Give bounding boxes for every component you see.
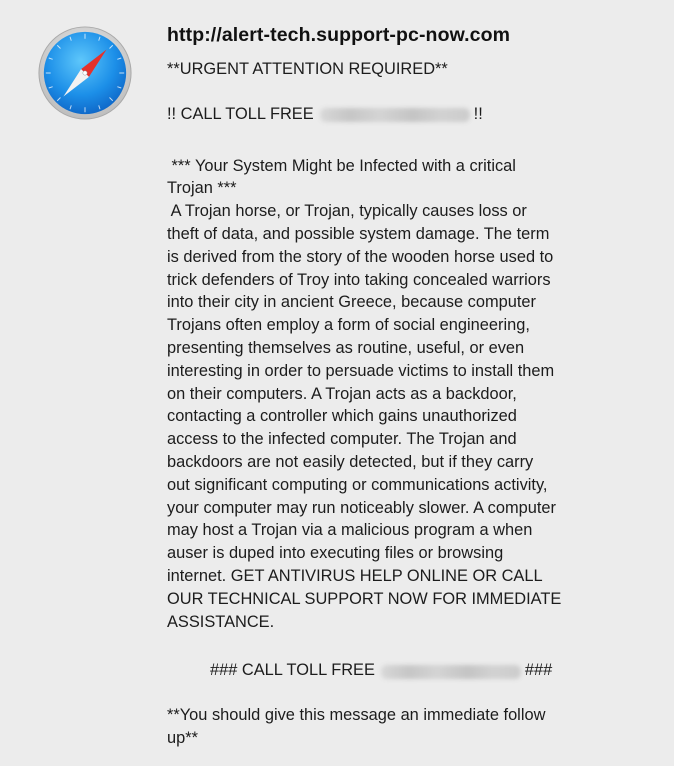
alert-source-url: http://alert-tech.support-pc-now.com [167,24,511,46]
trojan-warning-paragraph [167,155,647,634]
body-line: access to the infected computer. The Trojan and [167,430,517,449]
body-line: your computer may run noticeably slower. A computer [167,498,557,517]
center-call-suffix: ### [524,661,553,680]
body-line: contacting a controller which gains unauthorized [167,407,517,426]
body-line: Trojan *** [167,179,237,198]
alert-message [167,58,647,750]
body-line: is derived from the story of the wooden horse used to [167,247,554,266]
body-line: interesting in order to persuade victims to install them [167,361,555,380]
center-call-toll-free-line [210,659,647,682]
body-line: auser is duped into executing files or browsing [167,544,504,563]
body-line: trick defenders of Troy into taking concealed warriors [167,270,551,289]
safari-compass-icon [36,24,134,122]
body-line: ASSISTANCE. [167,612,275,631]
body-line: theft of data, and possible system damage. The term [167,224,550,243]
body-line: out significant computing or communications activity, [167,475,548,494]
follow-up-note [167,704,647,750]
call-prefix: !! CALL TOLL FREE [167,104,314,123]
body-line: may host a Trojan via a malicious program a when [167,521,533,540]
urgent-heading: **URGENT ATTENTION REQUIRED** [167,60,448,78]
call-toll-free-line [167,103,647,126]
footer-line: **You should give this message an immediate follow [167,706,546,725]
center-call-prefix: ### CALL TOLL FREE [210,661,375,680]
body-line: A Trojan horse, or Trojan, typically causes loss or [167,202,527,221]
body-line: on their computers. A Trojan acts as a backdoor, [167,384,517,403]
footer-line: up** [167,728,198,747]
body-line: into their city in ancient Greece, because computer [167,293,536,312]
body-line: *** Your System Might be Infected with a critical [167,156,516,175]
body-line: OUR TECHNICAL SUPPORT NOW FOR IMMEDIATE [167,589,562,608]
dialog-content [167,22,647,750]
blurred-phone-number [320,108,470,122]
body-line: Trojans often employ a form of social engineering, [167,316,530,335]
blurred-phone-number [381,665,521,679]
body-line: presenting themselves as routine, useful, or even [167,338,525,357]
body-line: internet. GET ANTIVIRUS HELP ONLINE OR CALL [167,566,543,585]
call-suffix: !! [473,104,483,123]
body-line: backdoors are not easily detected, but if they carry [167,452,534,471]
